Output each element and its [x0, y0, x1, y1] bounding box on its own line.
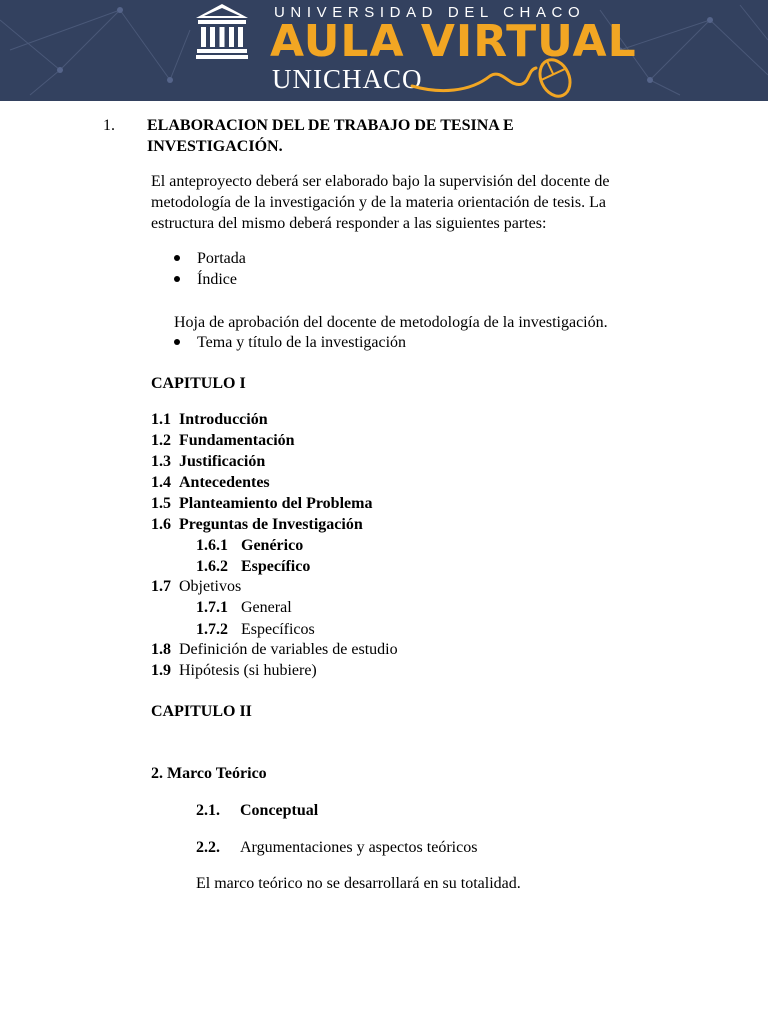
list-item-plain: Hoja de aprobación del docente de metodología de la investigación.	[174, 314, 608, 331]
header-banner	[0, 0, 768, 101]
subitem-label: Específico	[241, 558, 311, 575]
item-number: 1.5	[151, 495, 171, 512]
intro-line: El anteproyecto deberá ser elaborado bajo la supervisión del docente de	[151, 173, 610, 190]
subitem-number: 1.7.1	[196, 599, 228, 616]
item-label: Fundamentación	[179, 432, 295, 449]
subitem-number: 1.6.1	[196, 537, 228, 554]
university-building-icon	[196, 4, 248, 60]
item-label: Justificación	[179, 453, 266, 470]
section-title-line1: ELABORACION DEL DE TRABAJO DE TESINA E	[147, 117, 514, 134]
brand-title: AULA VIRTUAL	[270, 16, 637, 67]
intro-line: estructura del mismo deberá responder a las siguientes partes:	[151, 215, 547, 232]
item-number: 1.1	[151, 411, 171, 428]
marco-heading: 2. Marco Teórico	[151, 765, 267, 782]
bullet-icon	[174, 276, 180, 282]
subitem-number: 1.7.2	[196, 621, 228, 638]
item-number: 1.7	[151, 578, 171, 595]
section-number: 1.	[103, 117, 115, 134]
section-title-line2: INVESTIGACIÓN.	[147, 138, 283, 155]
item-number: 1.4	[151, 474, 171, 491]
item-label: Antecedentes	[179, 474, 270, 491]
bullet-icon	[174, 255, 180, 261]
item-number: 1.8	[151, 641, 171, 658]
intro-line: metodología de la investigación y de la materia orientación de tesis. La	[151, 194, 606, 211]
subitem-number: 1.6.2	[196, 558, 228, 575]
list-item: Índice	[197, 271, 237, 288]
item-label: Planteamiento del Problema	[179, 495, 373, 512]
university-name: UNIVERSIDAD DEL CHACO	[274, 4, 586, 21]
subitem-label: Argumentaciones y aspectos teóricos	[240, 839, 478, 856]
item-number: 1.9	[151, 662, 171, 679]
item-number: 1.2	[151, 432, 171, 449]
subitem-number: 2.2.	[196, 839, 220, 856]
item-label: Hipótesis (si hubiere)	[179, 662, 317, 679]
bullet-icon	[174, 339, 180, 345]
note-text: El marco teórico no se desarrollará en su totalidad.	[196, 875, 521, 892]
item-number: 1.6	[151, 516, 171, 533]
mouse-cable-icon	[410, 48, 580, 100]
item-number: 1.3	[151, 453, 171, 470]
list-item: Portada	[197, 250, 246, 267]
item-label: Objetivos	[179, 578, 242, 595]
item-label: Preguntas de Investigación	[179, 516, 363, 533]
list-item: Tema y título de la investigación	[197, 334, 407, 351]
subitem-number: 2.1.	[196, 802, 220, 819]
subitem-label: Específicos	[241, 621, 315, 638]
subitem-label: Genérico	[241, 537, 304, 554]
chapter-heading: CAPITULO I	[151, 375, 246, 392]
subitem-label: General	[241, 599, 292, 616]
item-label: Introducción	[179, 411, 268, 428]
subitem-label: Conceptual	[240, 802, 319, 819]
chapter-heading: CAPITULO II	[151, 703, 252, 720]
brand-subtitle: UNICHACO	[272, 64, 423, 94]
item-label: Definición de variables de estudio	[179, 641, 398, 658]
